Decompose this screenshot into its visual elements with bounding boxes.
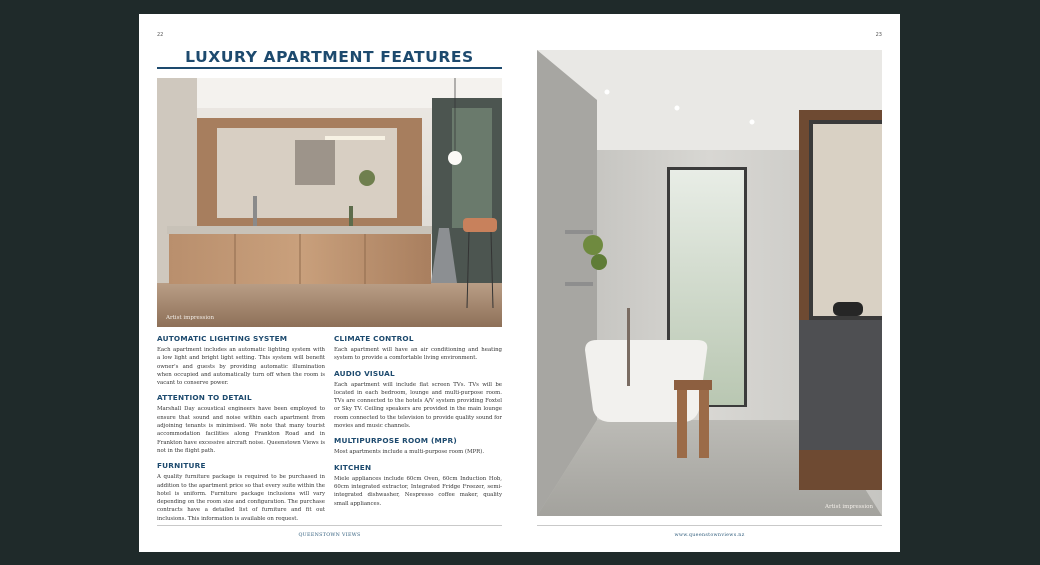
- section-heading: ATTENTION TO DETAIL: [157, 393, 252, 403]
- section-body: A quality furniture package is required to be purchased in addition to the apartment price so that every suite within the hotel is uniform. Furniture package inclusions will vary depending on the room size and configuration. The purchase contracts have a detailed list of furniture and fit out inclusions. This information is available on request.: [157, 474, 325, 522]
- page-title: LUXURY APARTMENT FEATURES: [185, 48, 474, 66]
- section-attention-to-detail: [157, 393, 325, 455]
- section-heading: AUDIO VISUAL: [334, 368, 395, 378]
- section-audio-visual: [334, 369, 502, 431]
- section-body: Most apartments include a multi-purpose room (MPR).: [334, 449, 485, 456]
- kitchen-image: [157, 78, 502, 327]
- section-furniture: [157, 461, 325, 523]
- section-climate-control: [334, 334, 502, 363]
- section-body: Each apartment will have an air conditioning and heating system to provide a comfortable living environment.: [334, 347, 502, 362]
- section-multipurpose-room: [334, 436, 502, 456]
- footer-divider-left: [157, 525, 502, 526]
- footer-website: www.queenstownviews.nz: [674, 533, 745, 538]
- page-number-left: 22: [157, 32, 164, 38]
- bathroom-image-caption: Artist impression: [825, 504, 873, 510]
- bathroom-image: [537, 50, 882, 516]
- features-column-right: [334, 334, 502, 514]
- features-column-left: [157, 334, 325, 529]
- section-heading: KITCHEN: [334, 462, 372, 472]
- section-automatic-lighting: [157, 334, 325, 387]
- section-kitchen: [334, 463, 502, 508]
- footer-divider-right: [537, 525, 882, 526]
- section-heading: AUTOMATIC LIGHTING SYSTEM: [157, 334, 288, 343]
- bathroom-illustration: [537, 50, 882, 516]
- kitchen-image-caption: Artist impression: [166, 315, 214, 321]
- section-body: Miele appliances include 60cm Oven, 60cm Induction Hob, 60cm integrated extractor, Integrated Fridge Freezer, semi-integrated dishwasher, Nespresso coffee maker, quality small appliances.: [334, 475, 502, 507]
- page-number-right: 23: [875, 32, 882, 38]
- section-body: Marshall Day acoustical engineers have been employed to ensure that sound and noise within each apartment from adjoining tenants is minimised. We note that many tourist accommodation facilities along Frankton Road and in Frankton have excessive aircraft noise. Queenstown Views is not in the flight path.: [157, 406, 325, 454]
- footer-brand: QUEENSTOWN VIEWS: [298, 533, 361, 538]
- section-heading: FURNITURE: [157, 461, 206, 471]
- kitchen-illustration: [157, 78, 502, 327]
- brochure-spread: [139, 14, 900, 552]
- section-body: Each apartment will include flat screen TVs. TVs will be located in each bedroom, lounge and multi-purpose room. TVs are connected to the hotels A/V system providing Foxtel or Sky TV. Ceiling speakers are provided in the main lounge room connected to the television to provide quality sound for movies and music channels.: [334, 381, 502, 430]
- section-heading: CLIMATE CONTROL: [334, 334, 414, 343]
- title-underline: [157, 67, 502, 69]
- section-heading: MULTIPURPOSE ROOM (MPR): [334, 436, 457, 446]
- section-body: Each apartment includes an automatic lighting system with a low light and bright light setting. This system will benefit owner's and guests by providing automatic illumination when occupied and automatically turn off when the room is vacant to conserve power.: [157, 347, 325, 387]
